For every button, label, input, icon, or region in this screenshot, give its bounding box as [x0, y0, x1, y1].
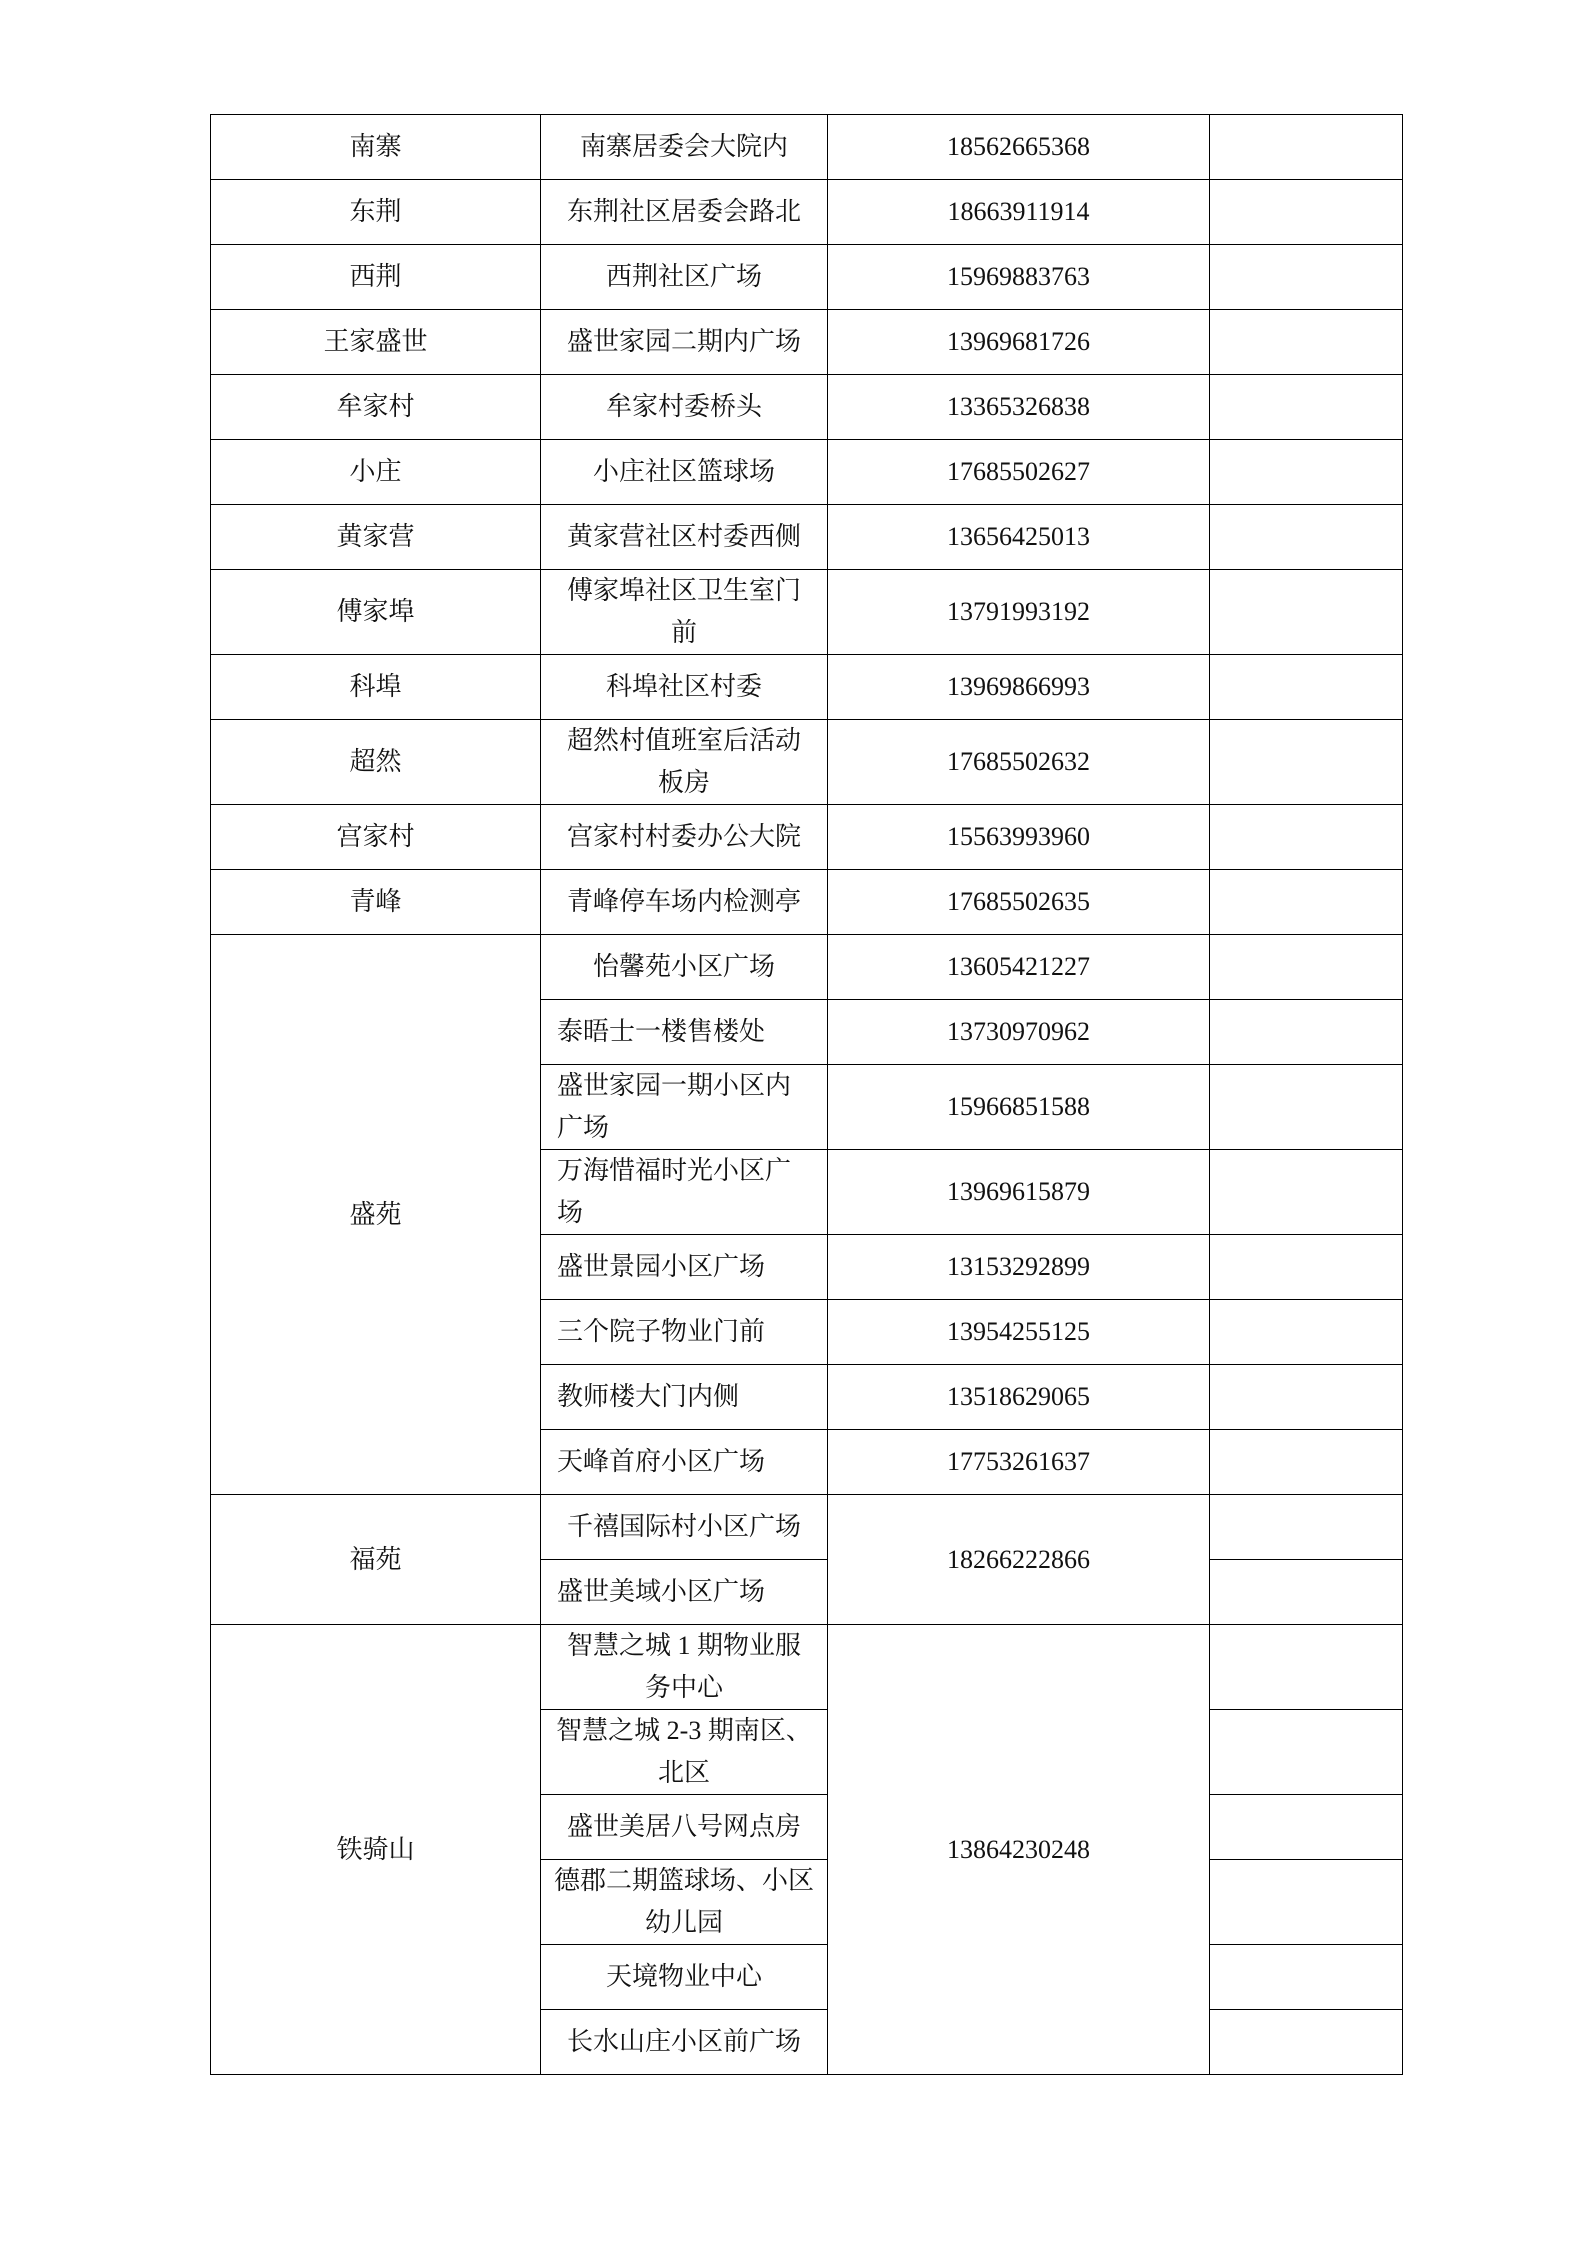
phone-cell: 17753261637 [828, 1430, 1210, 1495]
note-cell [1210, 935, 1403, 1000]
area-cell: 青峰 [211, 870, 541, 935]
location-cell: 宫家村村委办公大院 [541, 805, 828, 870]
phone-cell: 15563993960 [828, 805, 1210, 870]
location-cell: 傅家埠社区卫生室门 前 [541, 570, 828, 655]
location-cell: 怡馨苑小区广场 [541, 935, 828, 1000]
phone-cell: 13969681726 [828, 310, 1210, 375]
location-cell: 盛世景园小区广场 [541, 1235, 828, 1300]
area-cell: 南寨 [211, 115, 541, 180]
phone-cell: 13954255125 [828, 1300, 1210, 1365]
site-contact-table [210, 114, 1403, 2075]
phone-cell: 15966851588 [828, 1065, 1210, 1150]
table-row [211, 245, 1403, 310]
location-cell: 万海惜福时光小区广 场 [541, 1150, 828, 1235]
phone-cell: 15969883763 [828, 245, 1210, 310]
phone-cell: 13864230248 [828, 1625, 1210, 2075]
note-cell [1210, 1860, 1403, 1945]
area-cell: 东荆 [211, 180, 541, 245]
table-row [211, 310, 1403, 375]
location-cell: 泰晤士一楼售楼处 [541, 1000, 828, 1065]
note-cell [1210, 1000, 1403, 1065]
location-cell: 东荆社区居委会路北 [541, 180, 828, 245]
phone-cell: 17685502635 [828, 870, 1210, 935]
location-cell: 西荆社区广场 [541, 245, 828, 310]
area-cell: 小庄 [211, 440, 541, 505]
location-cell: 牟家村委桥头 [541, 375, 828, 440]
location-cell: 超然村值班室后活动 板房 [541, 720, 828, 805]
note-cell [1210, 1150, 1403, 1235]
location-cell: 天峰首府小区广场 [541, 1430, 828, 1495]
location-cell: 盛世家园二期内广场 [541, 310, 828, 375]
note-cell [1210, 180, 1403, 245]
note-cell [1210, 310, 1403, 375]
location-cell: 德郡二期篮球场、小区 幼儿园 [541, 1860, 828, 1945]
location-cell: 科埠社区村委 [541, 655, 828, 720]
location-cell: 天境物业中心 [541, 1945, 828, 2010]
phone-cell: 13656425013 [828, 505, 1210, 570]
location-cell: 盛世家园一期小区内 广场 [541, 1065, 828, 1150]
note-cell [1210, 1300, 1403, 1365]
note-cell [1210, 245, 1403, 310]
table-row [211, 655, 1403, 720]
location-cell: 黄家营社区村委西侧 [541, 505, 828, 570]
location-cell: 教师楼大门内侧 [541, 1365, 828, 1430]
area-cell: 盛苑 [211, 935, 541, 1495]
area-cell: 宫家村 [211, 805, 541, 870]
area-cell: 铁骑山 [211, 1625, 541, 2075]
note-cell [1210, 505, 1403, 570]
table-row [211, 115, 1403, 180]
location-cell: 小庄社区篮球场 [541, 440, 828, 505]
table-row [211, 440, 1403, 505]
location-cell: 盛世美居八号网点房 [541, 1795, 828, 1860]
table-row [211, 870, 1403, 935]
table-row [211, 180, 1403, 245]
note-cell [1210, 805, 1403, 870]
phone-cell: 13153292899 [828, 1235, 1210, 1300]
table-row [211, 375, 1403, 440]
area-cell: 科埠 [211, 655, 541, 720]
note-cell [1210, 1945, 1403, 2010]
phone-cell: 18562665368 [828, 115, 1210, 180]
table-row [211, 570, 1403, 655]
table-row [211, 935, 1403, 1000]
note-cell [1210, 1795, 1403, 1860]
table-row [211, 720, 1403, 805]
note-cell [1210, 1430, 1403, 1495]
phone-cell: 18663911914 [828, 180, 1210, 245]
note-cell [1210, 1625, 1403, 1710]
phone-cell: 13605421227 [828, 935, 1210, 1000]
note-cell [1210, 115, 1403, 180]
area-cell: 超然 [211, 720, 541, 805]
area-cell: 西荆 [211, 245, 541, 310]
table-row [211, 505, 1403, 570]
location-cell: 南寨居委会大院内 [541, 115, 828, 180]
table-row [211, 1495, 1403, 1560]
note-cell [1210, 570, 1403, 655]
note-cell [1210, 1065, 1403, 1150]
note-cell [1210, 375, 1403, 440]
phone-cell: 13518629065 [828, 1365, 1210, 1430]
note-cell [1210, 870, 1403, 935]
note-cell [1210, 1365, 1403, 1430]
note-cell [1210, 655, 1403, 720]
phone-cell: 13791993192 [828, 570, 1210, 655]
area-cell: 福苑 [211, 1495, 541, 1625]
phone-cell: 18266222866 [828, 1495, 1210, 1625]
location-cell: 智慧之城 1 期物业服 务中心 [541, 1625, 828, 1710]
note-cell [1210, 1235, 1403, 1300]
phone-cell: 13969866993 [828, 655, 1210, 720]
note-cell [1210, 1495, 1403, 1560]
area-cell: 黄家营 [211, 505, 541, 570]
phone-cell: 17685502632 [828, 720, 1210, 805]
table-row [211, 1625, 1403, 1710]
note-cell [1210, 440, 1403, 505]
note-cell [1210, 1710, 1403, 1795]
area-cell: 王家盛世 [211, 310, 541, 375]
note-cell [1210, 1560, 1403, 1625]
phone-cell: 13969615879 [828, 1150, 1210, 1235]
location-cell: 千禧国际村小区广场 [541, 1495, 828, 1560]
phone-cell: 13365326838 [828, 375, 1210, 440]
note-cell [1210, 720, 1403, 805]
location-cell: 智慧之城 2-3 期南区、 北区 [541, 1710, 828, 1795]
table-row [211, 805, 1403, 870]
location-cell: 三个院子物业门前 [541, 1300, 828, 1365]
area-cell: 牟家村 [211, 375, 541, 440]
area-cell: 傅家埠 [211, 570, 541, 655]
location-cell: 青峰停车场内检测亭 [541, 870, 828, 935]
location-cell: 长水山庄小区前广场 [541, 2010, 828, 2075]
phone-cell: 13730970962 [828, 1000, 1210, 1065]
note-cell [1210, 2010, 1403, 2075]
phone-cell: 17685502627 [828, 440, 1210, 505]
location-cell: 盛世美域小区广场 [541, 1560, 828, 1625]
